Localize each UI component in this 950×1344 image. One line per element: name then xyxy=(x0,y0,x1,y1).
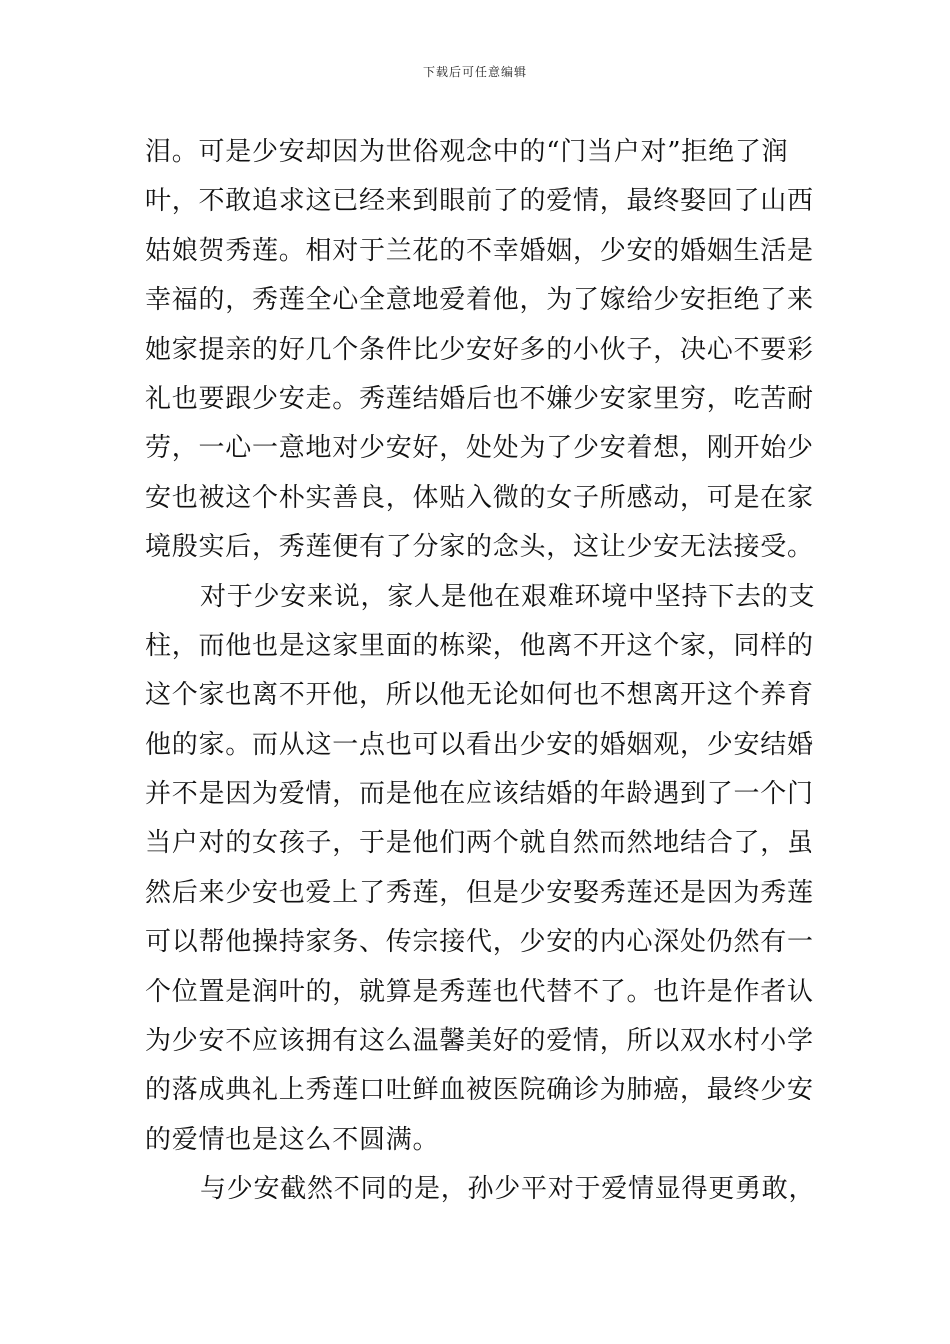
text-line: 当户对的女孩子，于是他们两个就自然而然地结合了，虽 xyxy=(145,828,814,859)
text-line: 她家提亲的好几个条件比少安好多的小伙子，决心不要彩 xyxy=(145,334,814,365)
text-line: 的爱情也是这么不圆满。 xyxy=(145,1124,440,1155)
paragraph-2 xyxy=(145,573,816,1166)
text-line: 对于少安来说，家人是他在艰难环境中坚持下去的支 xyxy=(200,581,816,612)
text-line: 劳，一心一意地对少安好，处处为了少安着想，刚开始少 xyxy=(145,433,814,464)
paragraph-3 xyxy=(145,1165,816,1214)
text-line: 叶，不敢追求这已经来到眼前了的爱情，最终娶回了山西 xyxy=(145,186,814,217)
text-line: 为少安不应该拥有这么温馨美好的爱情，所以双水村小学 xyxy=(145,1026,814,1057)
document-body xyxy=(145,128,816,1215)
text-line: 姑娘贺秀莲。相对于兰花的不幸婚姻，少安的婚姻生活是 xyxy=(145,235,814,266)
text-line: 与少安截然不同的是，孙少平对于爱情显得更勇敢， xyxy=(200,1174,816,1205)
text-line: 泪。可是少安却因为世俗观念中的“门当户对”拒绝了润 xyxy=(145,137,789,167)
text-line: 柱，而他也是这家里面的栋梁，他离不开这个家，同样的 xyxy=(145,630,814,661)
text-line: 境殷实后，秀莲便有了分家的念头，这让少安无法接受。 xyxy=(145,532,814,563)
text-line: 的落成典礼上秀莲口吐鲜血被医院确诊为肺癌，最终少安 xyxy=(145,1075,814,1106)
text-line: 他的家。而从这一点也可以看出少安的婚姻观，少安结婚 xyxy=(145,729,814,760)
text-line: 这个家也离不开他，所以他无论如何也不想离开这个养育 xyxy=(145,680,814,711)
text-line: 然后来少安也爱上了秀莲，但是少安娶秀莲还是因为秀莲 xyxy=(145,877,814,908)
text-line: 安也被这个朴实善良，体贴入微的女子所感动，可是在家 xyxy=(145,482,814,513)
paragraph-1 xyxy=(145,128,814,573)
text-line: 礼也要跟少安走。秀莲结婚后也不嫌少安家里穷，吃苦耐 xyxy=(145,383,814,414)
text-line: 并不是因为爱情，而是他在应该结婚的年龄遇到了一个门 xyxy=(145,779,814,810)
text-line: 幸福的，秀莲全心全意地爱着他，为了嫁给少安拒绝了来 xyxy=(145,285,814,316)
text-line: 个位置是润叶的，就算是秀莲也代替不了。也许是作者认 xyxy=(145,976,814,1007)
page-header: 下载后可任意编辑 xyxy=(422,65,527,79)
text-line: 可以帮他操持家务、传宗接代，少安的内心深处仍然有一 xyxy=(145,927,814,958)
